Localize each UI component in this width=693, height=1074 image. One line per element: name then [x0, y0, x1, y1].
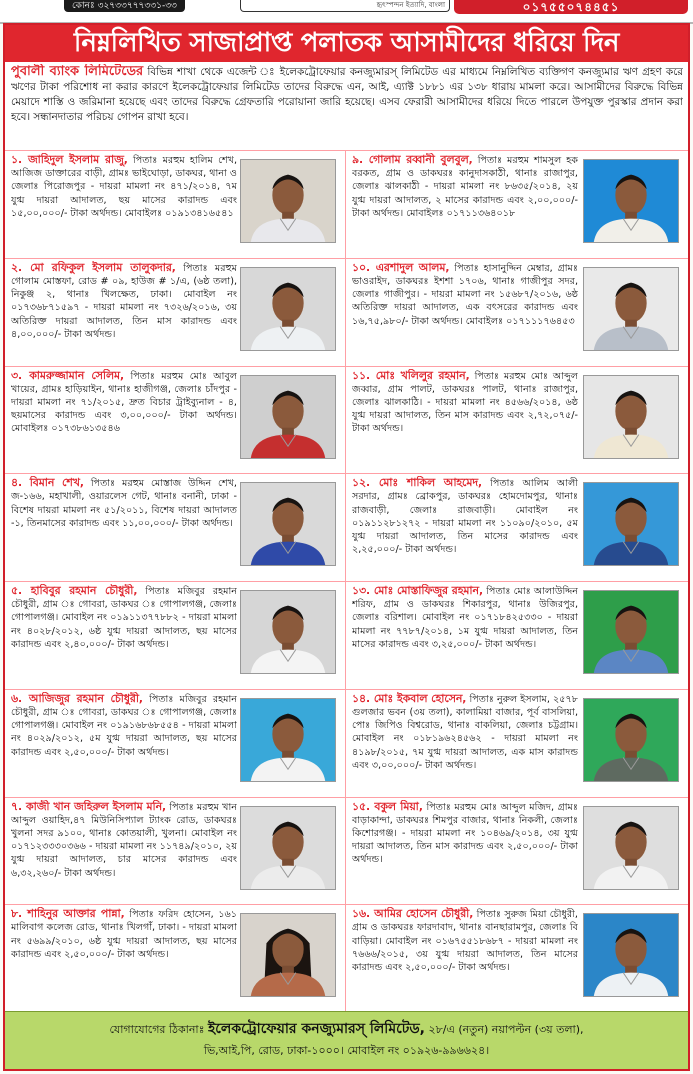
- fugitive-photo: [583, 913, 679, 997]
- fugitive-description: [11, 584, 237, 651]
- fugitive-name: ৬. আজিজুর রহমান চৌধুরী,: [11, 691, 144, 705]
- fugitive-photo: [583, 590, 679, 674]
- fugitive-photo: [240, 159, 336, 243]
- fugitive-card: [346, 581, 688, 689]
- top-middle-note: হৃৎস্পন্দন ইত্যাদি, বাংলা: [240, 0, 450, 12]
- fugitive-name: ৪. বিমান শেখ,: [11, 476, 84, 490]
- fugitive-name: ৫. হাবিবুর রহমান চৌধুরী,: [11, 584, 138, 597]
- fugitive-details: পিতাঃ হাসানুদ্দিন মেম্বার, গ্রামঃ ভাওরাইদ, ডাকঘরঃ ইশশা ১৭০৬, থানাঃ গাজীপুর সদর, জেলাঃ গাজীপুর। - দায়রা মামলা নং ১৫৬৮৭/২০১৬, ৬ষ্ঠ অতিরিক্ত দায়রা আদালত, এক বৎসরের কারাদন্ড এবং ১৬,৭৫,৯৮০/- টাকা অর্থদন্ড। মোবাইলঃ ০১৭১১১৭৬৪৫৩: [352, 262, 578, 327]
- fugitive-photo: [583, 375, 679, 459]
- top-strip: [0, 0, 693, 24]
- notice-frame: [3, 23, 690, 1071]
- fugitive-name: ১০. এরশাদুল আলম,: [352, 260, 450, 274]
- fugitive-description: [352, 907, 578, 974]
- fugitive-grid: [5, 150, 688, 1012]
- fugitive-details: পিতাঃ মরহুম মোঃ আব্দুল জব্বার, গ্রাম পালট, ডাকঘরঃ পালট, থানাঃ রাজাপুর, জেলাঃ ঝালকাঠি। - দায়রা মামলা নং ৪৫৬৬/২০১৪, ৬ষ্ঠ যুগ্ম দায়রা আদালত, তিন মাস কারাদন্ড এবং ২,৭২,০৭৫/- টাকা অর্থদন্ড।: [352, 370, 578, 435]
- fugitive-details: পিতাঃ মজিবুর রহমান চৌধুরী, গ্রাম ঃ গোবরা, ডাকঘর ঃ গোপালগঞ্জ, জেলাঃ গোপালগঞ্জ। মোবাইল নং ০১৯১৬৮৬৮৫৫৪ - দায়রা মামলা নং ৪০২৯/২০১২, ৫ম যুগ্ম দায়রা আদালত, ছয় মাসের কারাদন্ড এবং ২,৫০,০০০/- টাকা অর্থদন্ড।: [11, 693, 237, 758]
- fugitive-name: ১৩. মোঃ মোস্তাফিজুর রহমান,: [352, 584, 484, 597]
- fugitive-photo: [583, 482, 679, 566]
- fugitive-name: ১. জাহিদুল ইসলাম রাজু,: [11, 153, 128, 166]
- fugitive-card: [5, 797, 346, 905]
- fugitive-name: ১১. মোঃ খলিলুর রহমান,: [352, 368, 470, 382]
- portrait-photo-icon: [241, 807, 335, 889]
- fugitive-details: পিতাঃ মরহুম শামসুল হক বরকত, গ্রাম ও ডাকঘরঃ কানুদাসকাঠী, থানাঃ রাজাপুর, জেলাঃ ঝালকাঠী - দায়রা মামলা নং ৮৬৩৫/২০১৪, ২য় যুগ্ম দায়রা আদালত, ২ মাসের কারাদন্ড এবং ২,০০,০০০/- টাকা অর্থদন্ড। মোবাইলঃ ০১৭১১৩৬৪০১৮: [352, 155, 578, 219]
- portrait-photo-icon: [584, 483, 678, 565]
- top-left-contact: কোনঃ ৩২৭৩৩৭৭৭৩৩১-৩৩: [64, 0, 185, 12]
- fugitive-photo: [583, 806, 679, 890]
- fugitive-description: [11, 369, 237, 436]
- fugitive-photo: [240, 375, 336, 459]
- fugitive-name: ১৫. বকুল মিয়া,: [352, 799, 423, 813]
- footer-contact: [5, 1011, 688, 1069]
- portrait-photo-icon: [584, 807, 678, 889]
- fugitive-photo: [240, 590, 336, 674]
- fugitive-card: [5, 689, 346, 797]
- fugitive-card: [5, 258, 346, 366]
- fugitive-details: পিতাঃ মরহুম মোঃ আবুল খায়ের, গ্রামঃ হাড়িয়াইন, থানাঃ হাজীগঞ্জ, জেলাঃ চাঁদপুর - দায়রা মামলা নং ৭১/২০১৫, দ্রুত বিচার ট্রাইব্যুনাল - ৪, ছয়মাসের কারাদন্ড এবং ৩,০০,০০০/- টাকা অর্থদন্ড। মোবাইলঃ ০১৭৩৮৬১৩৫৪৬: [11, 370, 237, 435]
- fugitive-description: [352, 369, 578, 436]
- fugitive-details: পিতাঃ সুরুজ মিয়া চৌধুরী, গ্রাম ও ডাকঘরঃ ফারদাবাদ, থানাঃ বানছারামপুর, জেলাঃ বি বাড়িয়া। মোবাইল নং ০১৬৭৫৫১৮৬৮৭ - দায়রা মামলা নং ৭৬৬৬/২০১৫, ৩য় যুগ্ম দায়রা আদালত, তিন মাসের কারাদন্ড এবং ২,৫০,০০০/- টাকা অর্থদন্ড।: [352, 909, 578, 974]
- fugitive-description: [352, 692, 578, 772]
- fugitive-card: [346, 797, 688, 905]
- fugitive-details: পিতাঃ মরহুম খান আব্দুল ওয়াহিদ,৪৭ মিউনিসিপ্যাল ট্যাংক রোড, ডাকঘরঃ খুলনা সদর ৯১০০, থানাঃ কোতয়ালী, খুলনা। মোবাইল নং ০১৭১২৩৩৩০৩৬৬ - দায়রা মামলা নং ১১৭৪৯/২০১০, ২য় যুগ্ম দায়রা আদালত, চার মাসের কারাদন্ড এবং ৬,৩২,২৬০/- টাকা অর্থদন্ড।: [11, 801, 237, 879]
- notice-intro: [11, 64, 683, 148]
- footer-company: ইলেকট্রোফেয়ার কনজ্যুমারস্ লিমিটেড,: [207, 1021, 425, 1037]
- fugitive-details: পিতাঃ মজিবুর রহমান চৌধুরী, গ্রাম ঃ গোবরা, ডাকঘর ঃ গোপালগঞ্জ, জেলাঃ গোপালগঞ্জ। মোবাইল নং ০১৯১১৩৭৭৮৮২ - দায়রা মামলা নং ৪০২৮/২০১২, ৬ষ্ঠ যুগ্ম দায়রা আদালত, ছয় মাসের কারাদন্ড এবং ২,৪০,০০০/- টাকা অর্থদন্ড।: [11, 586, 237, 650]
- fugitive-card: [5, 150, 346, 258]
- fugitive-description: [352, 584, 578, 651]
- footer-address-line-2: ভি,আই,পি, রোড, ঢাকা-১০০০। মোবাইল নং ০১৯২৬-৯৯৬৬২৪।: [203, 1044, 490, 1057]
- fugitive-description: [11, 153, 237, 220]
- fugitive-photo: [583, 698, 679, 782]
- fugitive-description: [352, 800, 578, 867]
- fugitive-details: পিতাঃ মোঃ আলাউদ্দিন শরিফ, গ্রাম ও ডাকঘরঃ শিকারপুর, থানাঃ উজিরপুর, জেলাঃ বরিশাল। মোবাইল নং ০১৭১৮৪২৫৩৩০ - দায়রা মামলা নং ৭৭৮৭/২০১৪, ১ম যুগ্ম দায়রা আদালত, তিন মাসের কারাদন্ড এবং ৩,২৫,০০০/- টাকা অর্থদন্ড।: [352, 586, 578, 650]
- fugitive-photo: [240, 267, 336, 351]
- fugitive-card: [5, 473, 346, 581]
- fugitive-card: [346, 473, 688, 581]
- fugitive-details: পিতাঃ আলিম আলী সরদার, গ্রামঃ ব্রোকপুর, ডাকঘরঃ হোমদোমপুর, থানাঃ রাজবাড়ী, জেলাঃ রাজবাড়ী। মোবাইল নং ০১৯১১২৮১২৭২ - দায়রা মামলা নং ১১০৯০/২০১০, ৫ম যুগ্ম দায়রা আদালত, তিন মাসের কারাদন্ড এবং ২,২৫,০০০/- টাকা অর্থদন্ড।: [352, 478, 578, 556]
- fugitive-details: পিতাঃ মরহুম মোঃ আব্দুল মজিদ, গ্রামঃ বাড়াকান্দা, ডাকঘরঃ শিমপুর বাজার, থানাঃ নিকলী, জেলাঃ কিশোরগঞ্জ। - দায়রা মামলা নং ১০৪৬৯/২০১৪, ৩য় যুগ্ম দায়রা আদালত, তিন মাস কারাদন্ড এবং ২,৫০,০০০/- টাকা অর্থদন্ড।: [352, 801, 578, 866]
- portrait-photo-icon: [584, 268, 678, 350]
- portrait-photo-icon: [241, 699, 335, 781]
- fugitive-name: ৭. কাজী খান জহিরুল ইসলাম মনি,: [11, 799, 167, 813]
- portrait-photo-icon: [241, 160, 335, 242]
- fugitive-card: [346, 150, 688, 258]
- fugitive-details: পিতাঃ নুরুল ইসলাম, ২৫৭৮ গুলজার ভবন (৩য় তলা), কালামিয়া বাজার, পূর্ব বাসলিয়া, পোঃ জিপিও বিশ্বরোড, থানাঃ বাকলিয়া, জেলাঃ চট্টগ্রাম। মোবাইল নং ০১৮১৯৬২৪৫৬২ - দায়রা মামলা নং ৪১৯৮/২০১৫, ৭ম যুগ্ম দায়রা আদালত, এক মাস কারাদন্ড এবং ৩,০০,০০০/- টাকা অর্থদন্ড।: [352, 693, 578, 771]
- fugitive-photo: [583, 267, 679, 351]
- fugitive-description: [11, 800, 237, 880]
- fugitive-description: [11, 476, 237, 530]
- fugitive-card: [346, 366, 688, 474]
- fugitive-card: [5, 366, 346, 474]
- fugitive-card: [346, 689, 688, 797]
- fugitive-description: [352, 261, 578, 328]
- fugitive-name: ৩. কামরুজ্জামান সেলিম,: [11, 368, 125, 382]
- fugitive-card: [5, 581, 346, 689]
- portrait-photo-icon: [241, 591, 335, 673]
- portrait-photo-icon: [584, 914, 678, 996]
- fugitive-photo: [240, 913, 336, 997]
- fugitive-name: ১৪. মোঃ ইকবাল হোসেন,: [352, 691, 467, 705]
- fugitive-name: ১২. মোঃ শাকিল আহমেদ,: [352, 476, 483, 490]
- fugitive-details: পিতাঃ মরহুম হালিম শেখ, আজিজ ডাক্তারের বাড়ী, গ্রামঃ ভাইঘোড়া, ডাকঘর, থানা ও জেলাঃ পিরোজপুর - দায়রা মামলা নং ৪৭১/২০১৪, ৭ম যুগ্ম দায়রা আদালত, ছয় মাসের কারাদন্ড এবং ১৫,০০,০০০/- টাকা অর্থদন্ড। মোবাইলঃ ০১৯১৩৪১৬৫৪১: [11, 155, 237, 219]
- portrait-photo-icon: [241, 914, 335, 996]
- top-right-phone: ০১৭৫৫০৭৪৪৫১: [454, 0, 688, 14]
- portrait-photo-icon: [584, 376, 678, 458]
- fugitive-photo: [240, 806, 336, 890]
- fugitive-photo: [583, 159, 679, 243]
- fugitive-name: ৯. গোলাম রব্বানী বুলবুল,: [352, 153, 473, 166]
- fugitive-description: [11, 261, 237, 341]
- portrait-photo-icon: [241, 268, 335, 350]
- bank-name: পুবালী ব্যাংক লিমিটেডের: [11, 64, 144, 79]
- fugitive-details: পিতাঃ ফরিদ হোসেন, ১৬১ মালিবাগ কলেজ রোড, থানাঃ খিলগাঁ, ঢাকা। - দায়রা মামলা নং ৫৬৯৯/২০১০, ৬ষ্ঠ যুগ্ম দায়রা আদালত, ছয় মাসের কারাদন্ড এবং ২,৫০,০০০/- টাকা অর্থদন্ড।: [11, 909, 237, 960]
- footer-label: যোগাযোগের ঠিকানাঃ: [109, 1023, 205, 1036]
- portrait-photo-icon: [241, 376, 335, 458]
- footer-address-line-1: ২৮/এ (নতুন) নয়াপল্টন (৩য় তলা),: [428, 1023, 584, 1036]
- fugitive-card: [5, 904, 346, 1012]
- intro-text: বিভিন্ন শাখা থেকে এজেন্ট ঃ ইলেকট্রোফেয়ার কনজ্যুমারস্ লিমিটেড এর মাধ্যমে নিম্নলিখিত ব্যক্তিগণ কনজ্যুমার ঋণ গ্রহণ করে ঋণের টাকা পরিশোধ না করার কারণে ইলেকট্রোফেয়ার লিমিটেড তাদের বিরুদ্ধে এন, আই, এ্যাক্ট ১৮৮১ এর ১৩৮ ধারায় মামলা করে। আসামীদের বিরুদ্ধে বিভিন্ন মেয়াদে শাস্তি ও জরিমানা হয়েছে এবং তাদের বিরুদ্ধে গ্রেফতারি পরোয়ানা জারি হয়েছে। এসব ফেরারী আসামীদের ধরিয়ে দিতে পারলে উপযুক্ত পুরস্কার প্রদান করা হবে। সন্ধানদাতার পরিচয় গোপন রাখা হবে।: [11, 66, 683, 123]
- fugitive-details: পিতাঃ মরহুম গোলাম মোস্তফা, রোড # ০৯, হাউজ # ১/এ, (৬ষ্ঠ তলা), নিকুঞ্জ ২, থানাঃ খিলক্ষেত, ঢাকা। মোবাইল নং ০১৭৩৬৮৭১৫৯৭ - দায়রা মামলা নং ৭৩২৬/২০১৬, ৩য় অতিরিক্ত দায়রা আদালত, তিন মাস কারাদন্ড এবং ৪,০০,০০০/- টাকা অর্থদন্ড।: [11, 262, 237, 340]
- fugitive-photo: [240, 482, 336, 566]
- fugitive-card: [346, 258, 688, 366]
- portrait-photo-icon: [241, 483, 335, 565]
- notice-headline: নিম্নলিখিত সাজাপ্রাপ্ত পলাতক আসামীদের ধরিয়ে দিন: [5, 25, 688, 62]
- fugitive-name: ৮. শাহিনুর আক্তার পান্না,: [11, 907, 125, 921]
- fugitive-card: [346, 904, 688, 1012]
- fugitive-description: [11, 692, 237, 759]
- fugitive-description: [11, 907, 237, 961]
- fugitive-photo: [240, 698, 336, 782]
- fugitive-name: ১৬. আমির হোসেন চৌধুরী,: [352, 907, 474, 921]
- fugitive-description: [352, 476, 578, 556]
- fugitive-details: পিতাঃ মরহুম মোস্তাজ উদ্দিন শেখ, জ-১৬৬, মহাখালী, ওয়ারলেস গেট, থানাঃ বনানী, ঢাকা - বিশেষ দায়রা মামলা নং ৫১/২০১১, বিশেষ দায়রা আদালত -১, তিনমাসের কারাদন্ড এবং ১১,০০,০০০/- টাকা অর্থদন্ড।: [11, 478, 237, 529]
- fugitive-name: ২. মো রফিকুল ইসলাম তালুকদার,: [11, 260, 176, 274]
- portrait-photo-icon: [584, 699, 678, 781]
- portrait-photo-icon: [584, 160, 678, 242]
- portrait-photo-icon: [584, 591, 678, 673]
- fugitive-description: [352, 153, 578, 220]
